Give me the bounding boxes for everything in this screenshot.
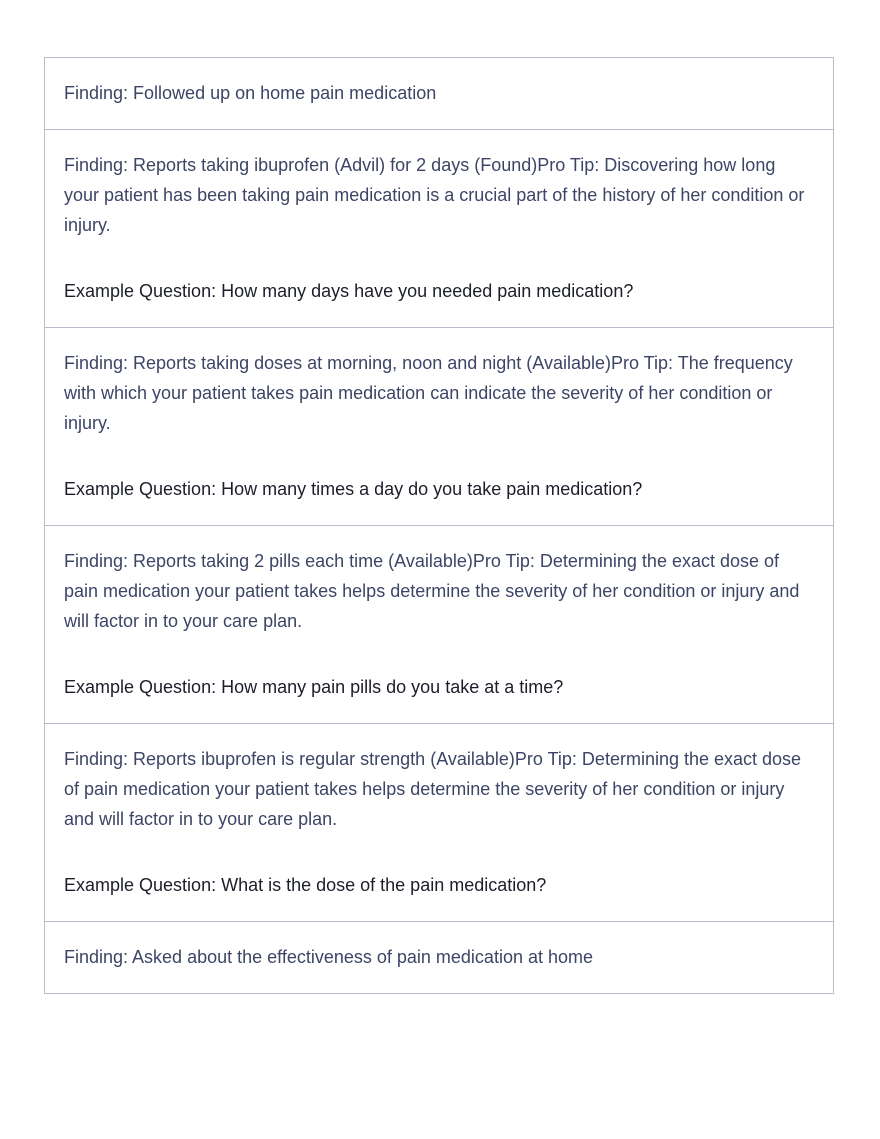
finding-row — [45, 723, 833, 921]
example-question: Example Question: How many days have you needed pain medication? — [64, 281, 634, 301]
finding-row — [45, 129, 833, 327]
finding-text: Finding: Followed up on home pain medication — [64, 83, 437, 103]
finding-text: Finding: Reports taking 2 pills each time (Available)Pro Tip: Determining the exact dose of pain medication your patient takes helps determine the severity of her condition or injury and will factor in to your care plan. — [64, 551, 800, 631]
example-question: Example Question: What is the dose of the pain medication? — [64, 875, 547, 895]
finding-text: Finding: Reports taking ibuprofen (Advil) for 2 days (Found)Pro Tip: Discovering how long your patient has been taking pain medication is a crucial part of the history of her condition or injury. — [64, 155, 805, 235]
finding-row — [45, 58, 833, 129]
finding-text: Finding: Reports taking doses at morning, noon and night (Available)Pro Tip: The frequency with which your patient takes pain medication can indicate the severity of her condition or injury. — [64, 353, 793, 433]
finding-row — [45, 921, 833, 993]
finding-row — [45, 327, 833, 525]
finding-row — [45, 525, 833, 723]
example-question: Example Question: How many times a day do you take pain medication? — [64, 479, 643, 499]
findings-table — [44, 57, 834, 994]
finding-text: Finding: Reports ibuprofen is regular strength (Available)Pro Tip: Determining the exact dose of pain medication your patient takes helps determine the severity of her condition or injury and will factor in to your care plan. — [64, 749, 802, 829]
finding-text: Finding: Asked about the effectiveness of pain medication at home — [64, 947, 594, 967]
example-question: Example Question: How many pain pills do you take at a time? — [64, 677, 564, 697]
